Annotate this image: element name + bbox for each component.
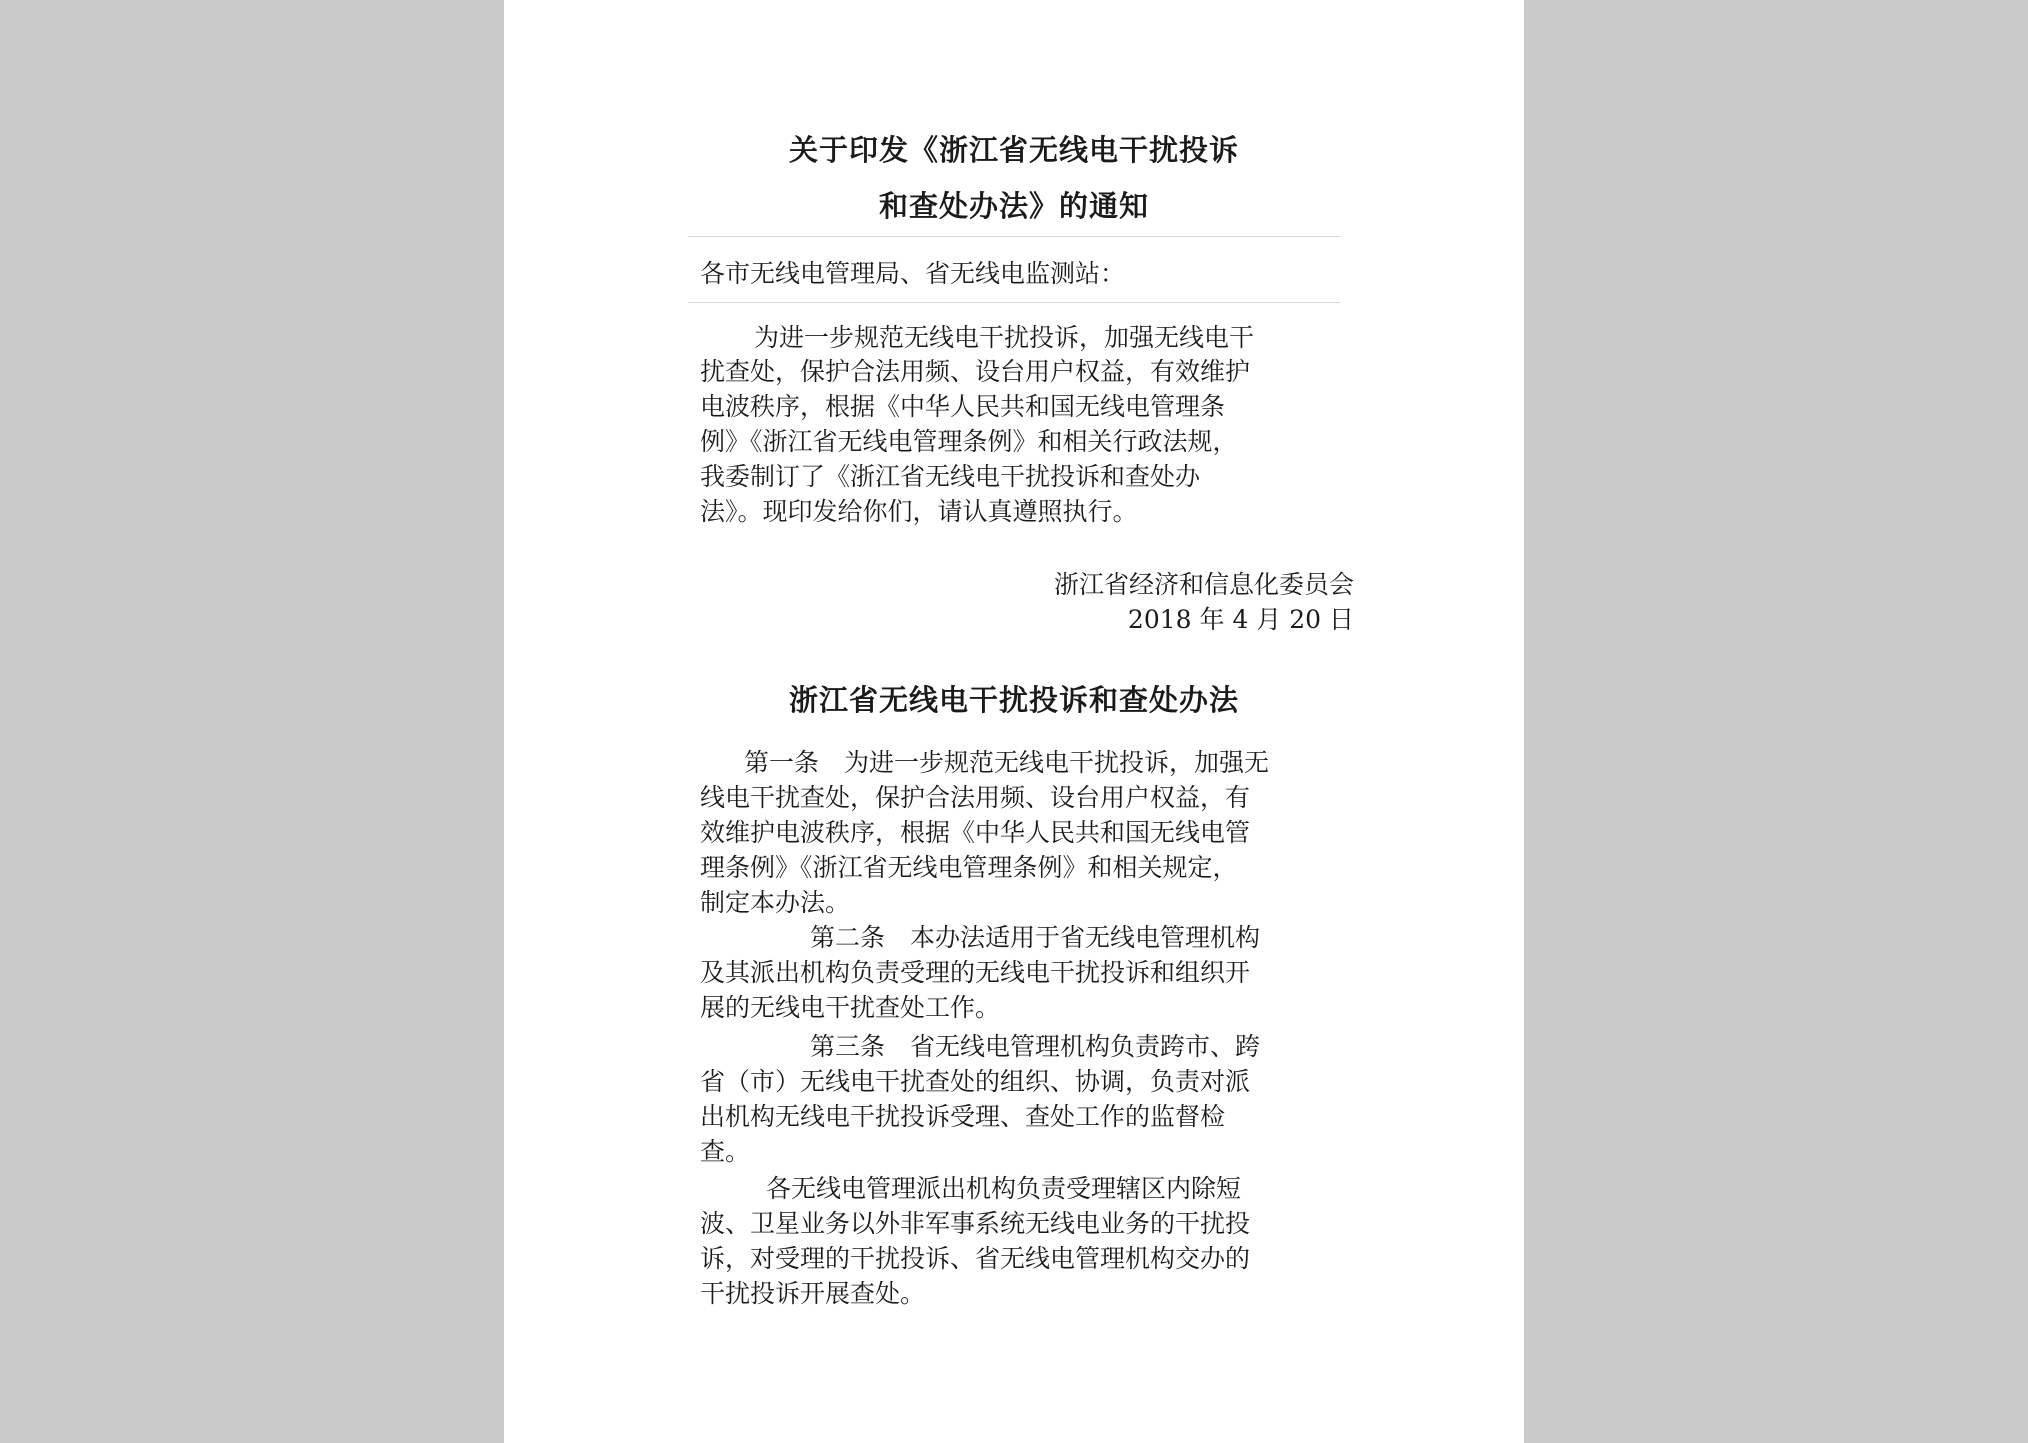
addressee: 各市无线电管理局、省无线电监测站： — [700, 259, 1126, 288]
regulation-line: 效维护电波秩序，根据《中华人民共和国无线电管 — [700, 818, 1251, 847]
regulation-line: 理条例》《浙江省无线电管理条例》和相关规定， — [700, 853, 1238, 882]
regulation-line: 诉，对受理的干扰投诉、省无线电管理机构交办的 — [700, 1244, 1251, 1273]
regulation-line: 制定本办法。 — [700, 888, 851, 917]
regulation-line: 波、卫星业务以外非军事系统无线电业务的干扰投 — [700, 1209, 1251, 1238]
notice-body-line: 电波秩序，根据《中华人民共和国无线电管理条 — [700, 392, 1226, 421]
regulation-line: 展的无线电干扰查处工作。 — [700, 993, 1001, 1022]
document-page — [504, 0, 1524, 1443]
notice-body-line: 扰查处，保护合法用频、设台用户权益，有效维护 — [700, 357, 1251, 386]
regulation-line: 第三条 省无线电管理机构负责跨市、跨 — [810, 1032, 1261, 1061]
notice-body-line: 我委制订了《浙江省无线电干扰投诉和查处办 — [700, 462, 1201, 491]
notice-body-line: 为进一步规范无线电干扰投诉，加强无线电干 — [754, 323, 1255, 352]
regulation-line: 各无线电管理派出机构负责受理辖区内除短 — [766, 1174, 1242, 1203]
regulation-line: 第一条 为进一步规范无线电干扰投诉，加强无 — [744, 748, 1270, 777]
regulation-line: 查。 — [700, 1137, 751, 1166]
notice-body-line: 例》《浙江省无线电管理条例》和相关行政法规， — [700, 427, 1238, 456]
regulation-line: 省（市）无线电干扰查处的组织、协调，负责对派 — [700, 1067, 1251, 1096]
notice-title-line-2: 和查处办法》的通知 — [878, 189, 1149, 223]
notice-title-line-1: 关于印发《浙江省无线电干扰投诉 — [788, 133, 1239, 167]
regulation-line: 第二条 本办法适用于省无线电管理机构 — [810, 923, 1261, 952]
divider-bottom — [688, 302, 1340, 303]
regulation-line: 及其派出机构负责受理的无线电干扰投诉和组织开 — [700, 958, 1251, 987]
divider-top — [688, 236, 1340, 237]
regulation-line: 线电干扰查处，保护合法用频、设台用户权益，有 — [700, 783, 1251, 812]
issue-date: 2018 年 4 月 20 日 — [1127, 605, 1354, 634]
regulation-title: 浙江省无线电干扰投诉和查处办法 — [788, 683, 1239, 717]
notice-body-line: 法》。现印发给你们，请认真遵照执行。 — [700, 497, 1138, 526]
regulation-line: 出机构无线电干扰投诉受理、查处工作的监督检 — [700, 1102, 1226, 1131]
issuer: 浙江省经济和信息化委员会 — [1053, 570, 1354, 599]
regulation-line: 干扰投诉开展查处。 — [700, 1279, 926, 1308]
